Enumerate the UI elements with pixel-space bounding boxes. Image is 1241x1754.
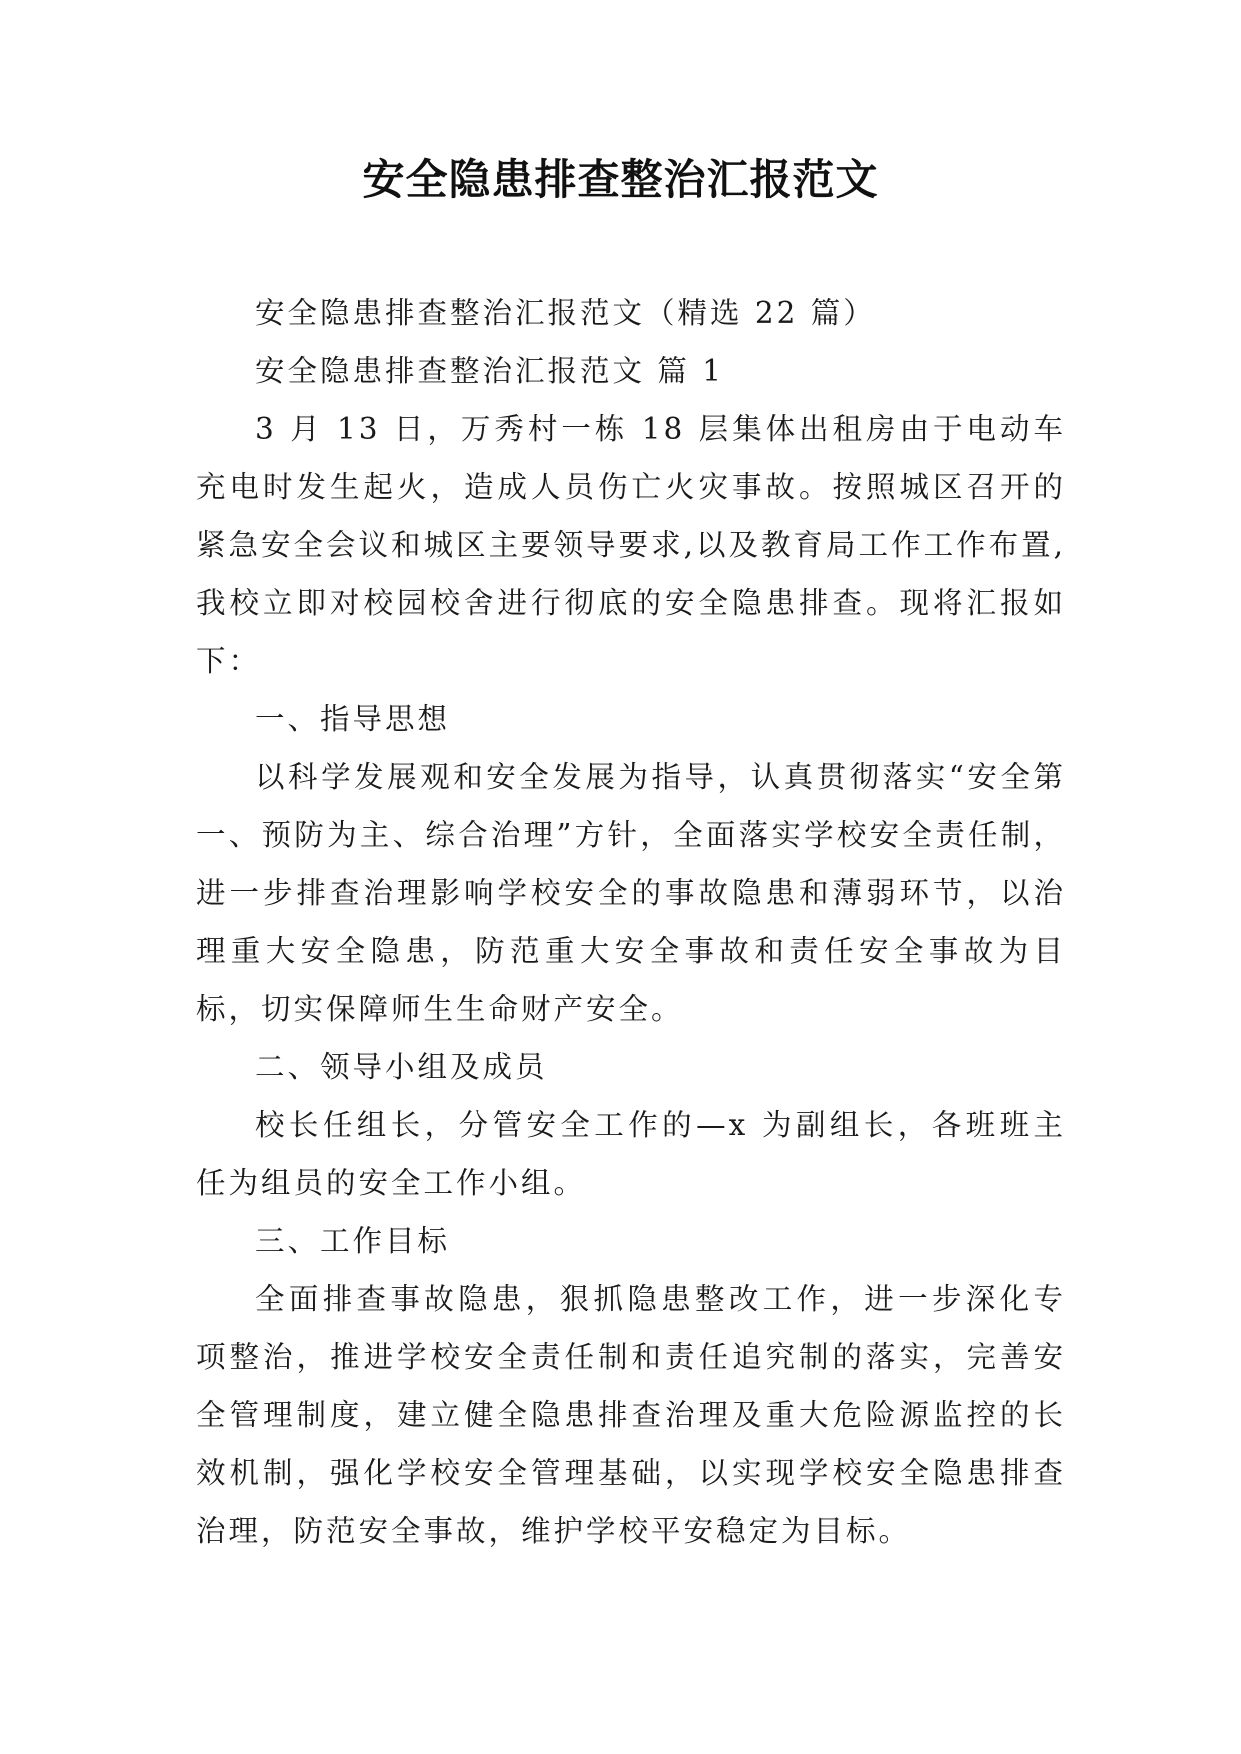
subtitle-paragraph: 安全隐患排查整治汇报范文（精选 22 篇） <box>255 296 876 330</box>
section-heading-article-1: 安全隐患排查整治汇报范文 篇 1 <box>255 354 725 388</box>
section-heading-work-goals: 三、工作目标 <box>255 1224 451 1258</box>
section-heading-guiding-ideology: 一、指导思想 <box>255 702 451 736</box>
body-paragraph-guiding-ideology: 以科学发展观和安全发展为指导，认真贯彻落实“安全第一、预防为主、综合治理”方针，全面落实学校安全责任制，进一步排查治理影响学校安全的事故隐患和薄弱环节，以治理重大安全隐患，防范重大安全事故和责任安全事故为目标，切实保障师生生命财产安全。 <box>196 760 1066 1026</box>
body-paragraph-incident: 3 月 13 日，万秀村一栋 18 层集体出租房由于电动车充电时发生起火，造成人员伤亡火灾事故。按照城区召开的紧急安全会议和城区主要领导要求,以及教育局工作工作布置,我校立即对校园校舍进行彻底的安全隐患排查。现将汇报如下： <box>196 412 1066 678</box>
body-paragraph-work-goals: 全面排查事故隐患，狠抓隐患整改工作，进一步深化专项整治，推进学校安全责任制和责任追究制的落实，完善安全管理制度，建立健全隐患排查治理及重大危险源监控的长效机制，强化学校安全管理基础，以实现学校安全隐患排查治理，防范安全事故，维护学校平安稳定为目标。 <box>196 1282 1066 1548</box>
document-body <box>196 284 1066 1560</box>
section-heading-leadership-group: 二、领导小组及成员 <box>255 1050 548 1084</box>
document-title: 安全隐患排查整治汇报范文 <box>362 155 879 204</box>
body-paragraph-leadership-group: 校长任组长，分管安全工作的—x 为副组长，各班班主任为组员的安全工作小组。 <box>196 1108 1066 1200</box>
